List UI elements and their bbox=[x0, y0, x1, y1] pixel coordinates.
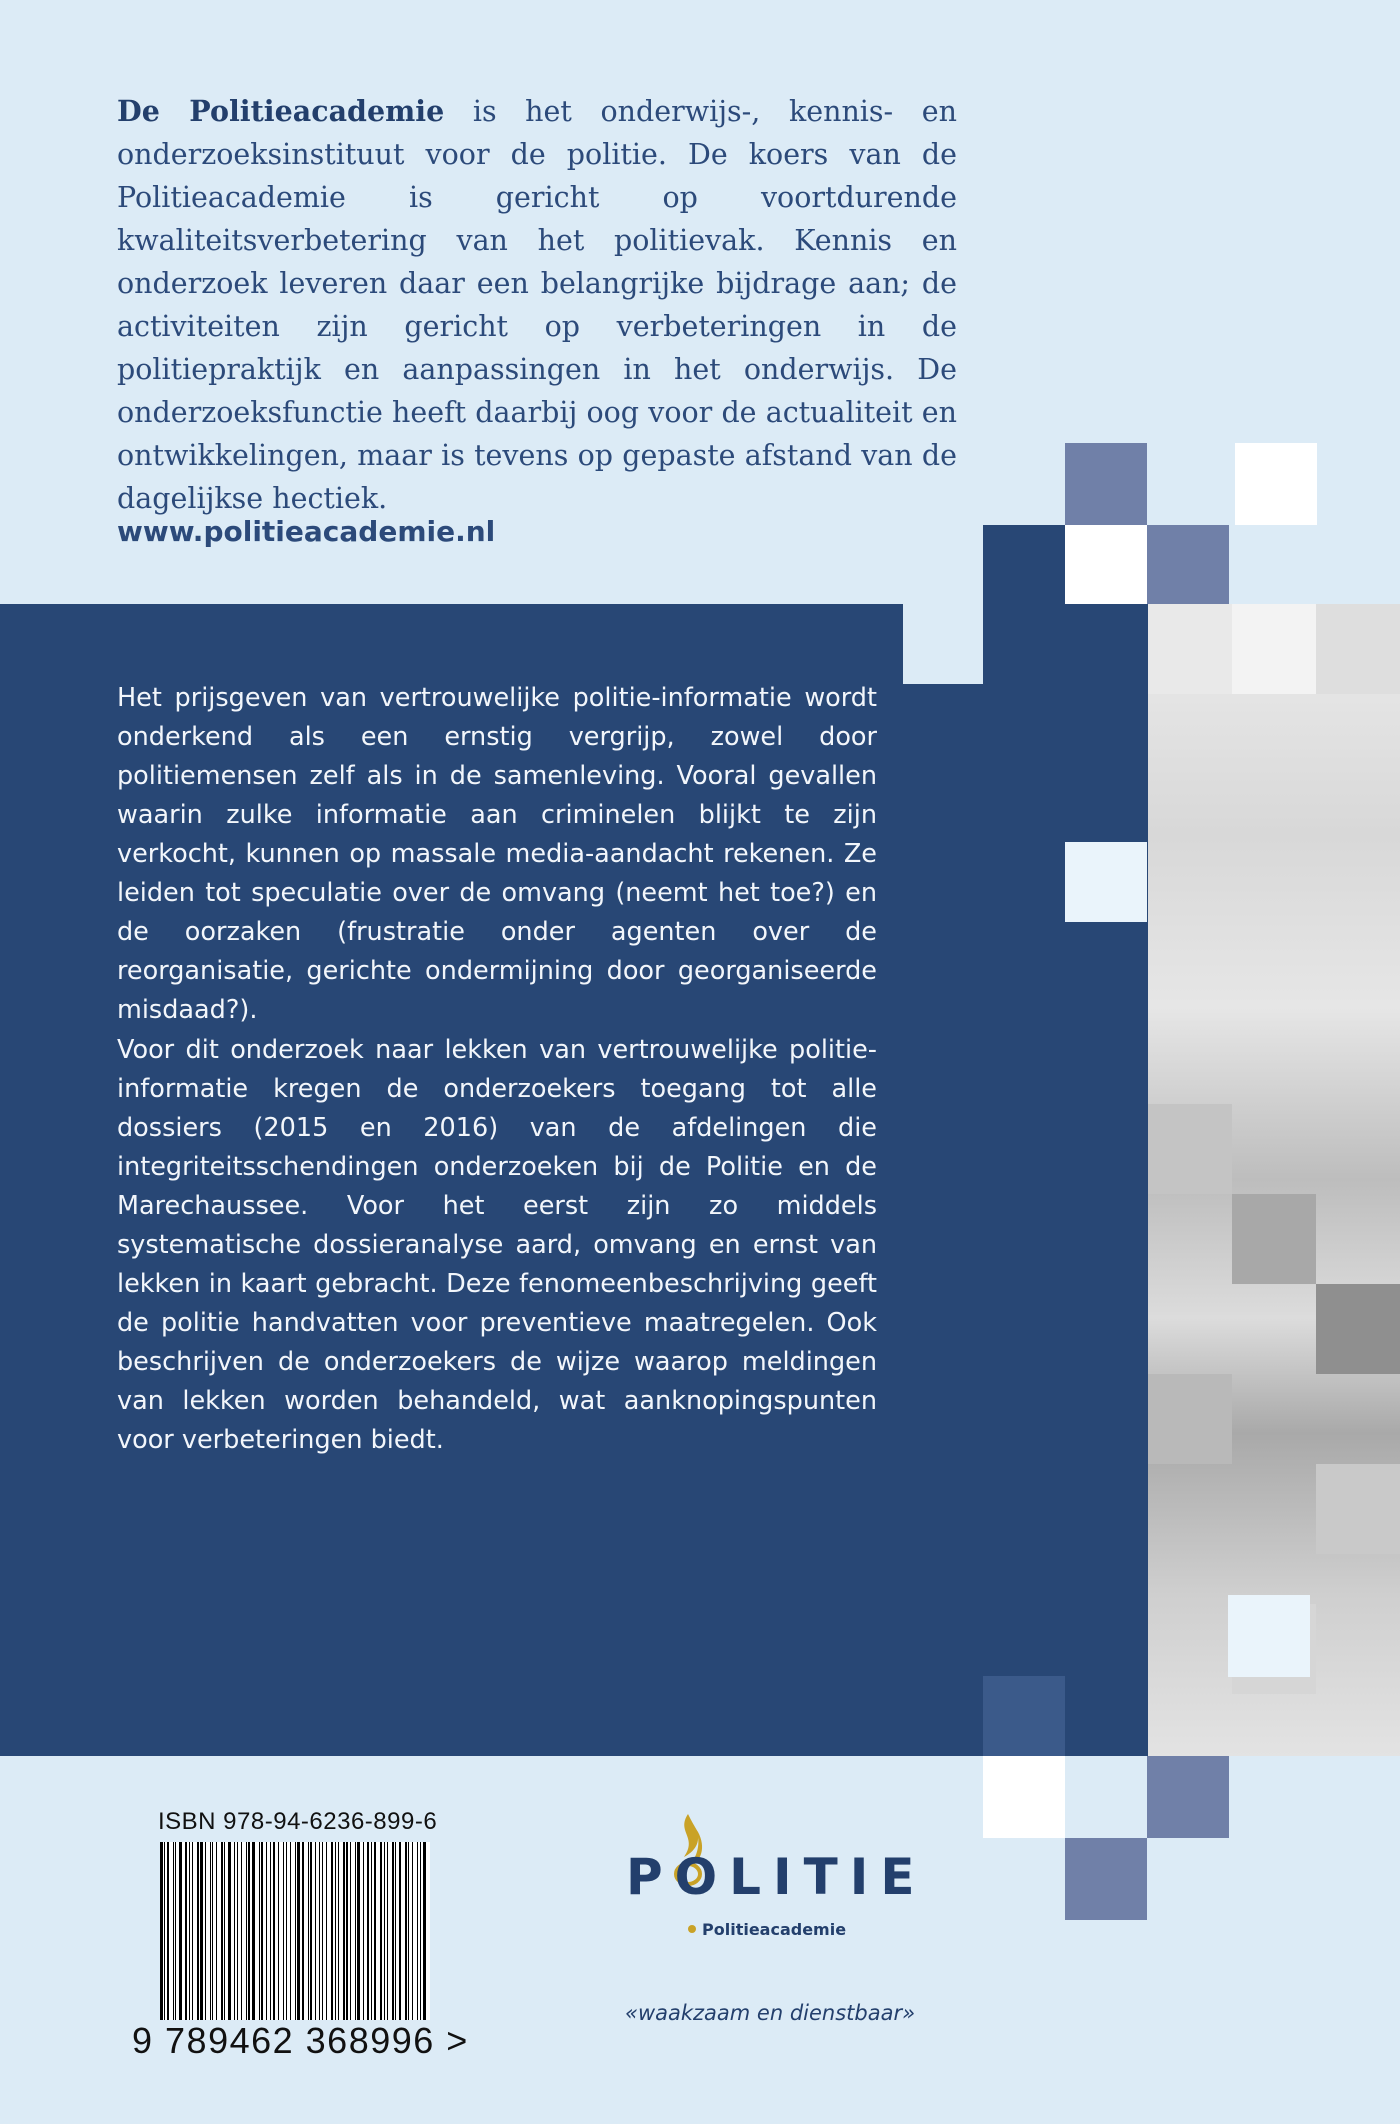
barcode-bar bbox=[395, 1842, 396, 2034]
barcode-bar bbox=[405, 1842, 407, 2034]
barcode-bar bbox=[371, 1842, 372, 2034]
photo-cell bbox=[1148, 604, 1232, 694]
barcode-bar bbox=[160, 1842, 163, 2034]
logo-subtitle: Politieacademie bbox=[702, 1920, 847, 1939]
isbn-label: ISBN 978-94-6236-899-6 bbox=[158, 1808, 438, 1835]
barcode-bar bbox=[252, 1842, 255, 2034]
barcode-bar bbox=[387, 1842, 388, 2034]
deco-square bbox=[1065, 525, 1147, 605]
barcode-bar bbox=[237, 1842, 239, 2034]
barcode bbox=[160, 1842, 430, 2034]
barcode-bar bbox=[270, 1842, 271, 2034]
deco-square bbox=[1147, 525, 1229, 605]
barcode-bar bbox=[357, 1842, 360, 2034]
barcode-bar bbox=[216, 1842, 218, 2034]
decorative-photo-strip bbox=[1148, 604, 1400, 1756]
barcode-bar bbox=[290, 1842, 291, 2034]
barcode-bar bbox=[248, 1842, 250, 2034]
barcode-bar bbox=[210, 1842, 211, 2034]
photo-cell bbox=[1148, 1104, 1232, 1194]
barcode-bar bbox=[310, 1842, 312, 2034]
deco-square bbox=[1147, 1756, 1229, 1838]
barcode-bar bbox=[173, 1842, 174, 2034]
barcode-bar bbox=[380, 1842, 383, 2034]
barcode-bar bbox=[234, 1842, 235, 2034]
barcode-bar bbox=[164, 1842, 165, 2034]
barcode-bar bbox=[278, 1842, 279, 2034]
slogan: «waakzaam en dienstbaar» bbox=[625, 2001, 916, 2025]
deco-square bbox=[1065, 1838, 1147, 1920]
barcode-bar bbox=[167, 1842, 169, 2034]
barcode-bar bbox=[295, 1842, 296, 2034]
barcode-bar bbox=[335, 1842, 336, 2034]
barcode-bar bbox=[315, 1842, 316, 2034]
barcode-bar bbox=[192, 1842, 193, 2034]
barcode-bar bbox=[205, 1842, 206, 2034]
website-link[interactable]: www.politieacademie.nl bbox=[117, 515, 496, 548]
photo-cell bbox=[1148, 1374, 1232, 1464]
barcode-bar bbox=[331, 1842, 334, 2034]
intro-paragraph bbox=[117, 90, 957, 520]
barcode-bar bbox=[346, 1842, 348, 2034]
barcode-bar bbox=[319, 1842, 320, 2034]
barcode-bar bbox=[417, 1842, 419, 2034]
barcode-bar bbox=[246, 1842, 247, 2034]
deco-square bbox=[983, 525, 1065, 605]
barcode-bar bbox=[261, 1842, 263, 2034]
barcode-bar bbox=[224, 1842, 225, 2034]
barcode-bar bbox=[423, 1842, 426, 2034]
deco-square bbox=[983, 1756, 1065, 1838]
barcode-bar bbox=[399, 1842, 402, 2034]
barcode-bar bbox=[326, 1842, 327, 2034]
deco-square bbox=[983, 1676, 1065, 1758]
deco-square bbox=[1065, 443, 1147, 525]
barcode-bar bbox=[241, 1842, 242, 2034]
barcode-bar bbox=[338, 1842, 339, 2034]
deco-square bbox=[1228, 1595, 1310, 1677]
barcode-bar bbox=[322, 1842, 324, 2034]
barcode-bar bbox=[392, 1842, 394, 2034]
barcode-bar bbox=[367, 1842, 369, 2034]
summary-paragraph-2: Voor dit onderzoek naar lekken van vertrouwelijke politie-informatie kregen de onderzoekers toegang tot alle dossiers (2015 en 2016) van de afdelingen die integriteitsschendingen onderzoeken bij de Politie en de Marechaussee. Voor het eerst zijn zo middels systematische dossieranalyse aard, omvang en ernst van lekken in kaart gebracht. Deze fenomeenbeschrijving geeft de politie handvatten voor preventieve maatregelen. Ook beschrijven de onderzoekers de wijze waarop meldingen van lekken worden behandeld, wat aanknopingspunten voor verbeteringen biedt. bbox=[117, 1035, 877, 1455]
barcode-bar bbox=[384, 1842, 385, 2034]
barcode-bar bbox=[228, 1842, 231, 2034]
barcode-bar bbox=[221, 1842, 223, 2034]
barcode-bar bbox=[212, 1842, 213, 2034]
politie-logo: POLITIE bbox=[626, 1848, 927, 1906]
barcode-digits: 9 789462 368996 > bbox=[132, 2020, 469, 2061]
barcode-bar bbox=[259, 1842, 260, 2034]
photo-cell bbox=[1316, 1284, 1400, 1374]
photo-cell bbox=[1316, 1464, 1400, 1554]
barcode-bar bbox=[197, 1842, 199, 2034]
photo-cell bbox=[1232, 604, 1316, 694]
barcode-bar bbox=[412, 1842, 413, 2034]
deco-square bbox=[1065, 842, 1147, 922]
barcode-bar bbox=[343, 1842, 345, 2034]
summary-paragraph-1: Het prijsgeven van vertrouwelijke politie-informatie wordt onderkend als een ernstig vergrijp, zowel door politiemensen zelf als in de samenleving. Vooral gevallen waarin zulke informatie aan criminelen blijkt te zijn verkocht, kunnen op massale media-aandacht rekenen. Ze leiden tot speculatie over de omvang (neemt het toe?) en de oorzaken (frustratie onder agenten over de reorganisatie, gerichte ondermijning door georganiseerde misdaad?). bbox=[117, 683, 877, 1025]
deco-square bbox=[1235, 443, 1317, 525]
barcode-bar bbox=[408, 1842, 409, 2034]
barcode-bar bbox=[350, 1842, 351, 2034]
barcode-bar bbox=[297, 1842, 300, 2034]
barcode-bar bbox=[302, 1842, 304, 2034]
intro-text: is het onderwijs-, kennis- en onderzoeksinstituut voor de politie. De koers van de Politieacademie is gericht op voortdurende kwaliteitsverbetering van het politievak. Kennis en onderzoek leveren daar een belangrijke bijdrage aan; de activiteiten zijn gericht op verbeteringen in de politiepraktijk en aanpassingen in het onderwijs. De onderzoeksfunctie heeft daarbij oog voor de actualiteit en ontwikkelingen, maar is tevens op gepaste afstand van de dagelijkse hectiek. bbox=[117, 95, 958, 515]
barcode-bar bbox=[363, 1842, 364, 2034]
photo-cell bbox=[1316, 604, 1400, 694]
barcode-bar bbox=[308, 1842, 309, 2034]
intro-lead: De Politieacademie bbox=[117, 94, 445, 128]
barcode-bar bbox=[283, 1842, 285, 2034]
photo-cell bbox=[1232, 1194, 1316, 1284]
barcode-bar bbox=[286, 1842, 288, 2034]
barcode-bar bbox=[200, 1842, 203, 2034]
barcode-bar bbox=[185, 1842, 187, 2034]
barcode-bar bbox=[266, 1842, 267, 2034]
barcode-bar bbox=[175, 1842, 176, 2034]
barcode-bar bbox=[374, 1842, 376, 2034]
barcode-bar bbox=[179, 1842, 182, 2034]
barcode-bar bbox=[273, 1842, 276, 2034]
deco-square bbox=[903, 604, 983, 684]
barcode-bar bbox=[355, 1842, 356, 2034]
barcode-bar bbox=[189, 1842, 190, 2034]
barcode-bar bbox=[420, 1842, 421, 2034]
